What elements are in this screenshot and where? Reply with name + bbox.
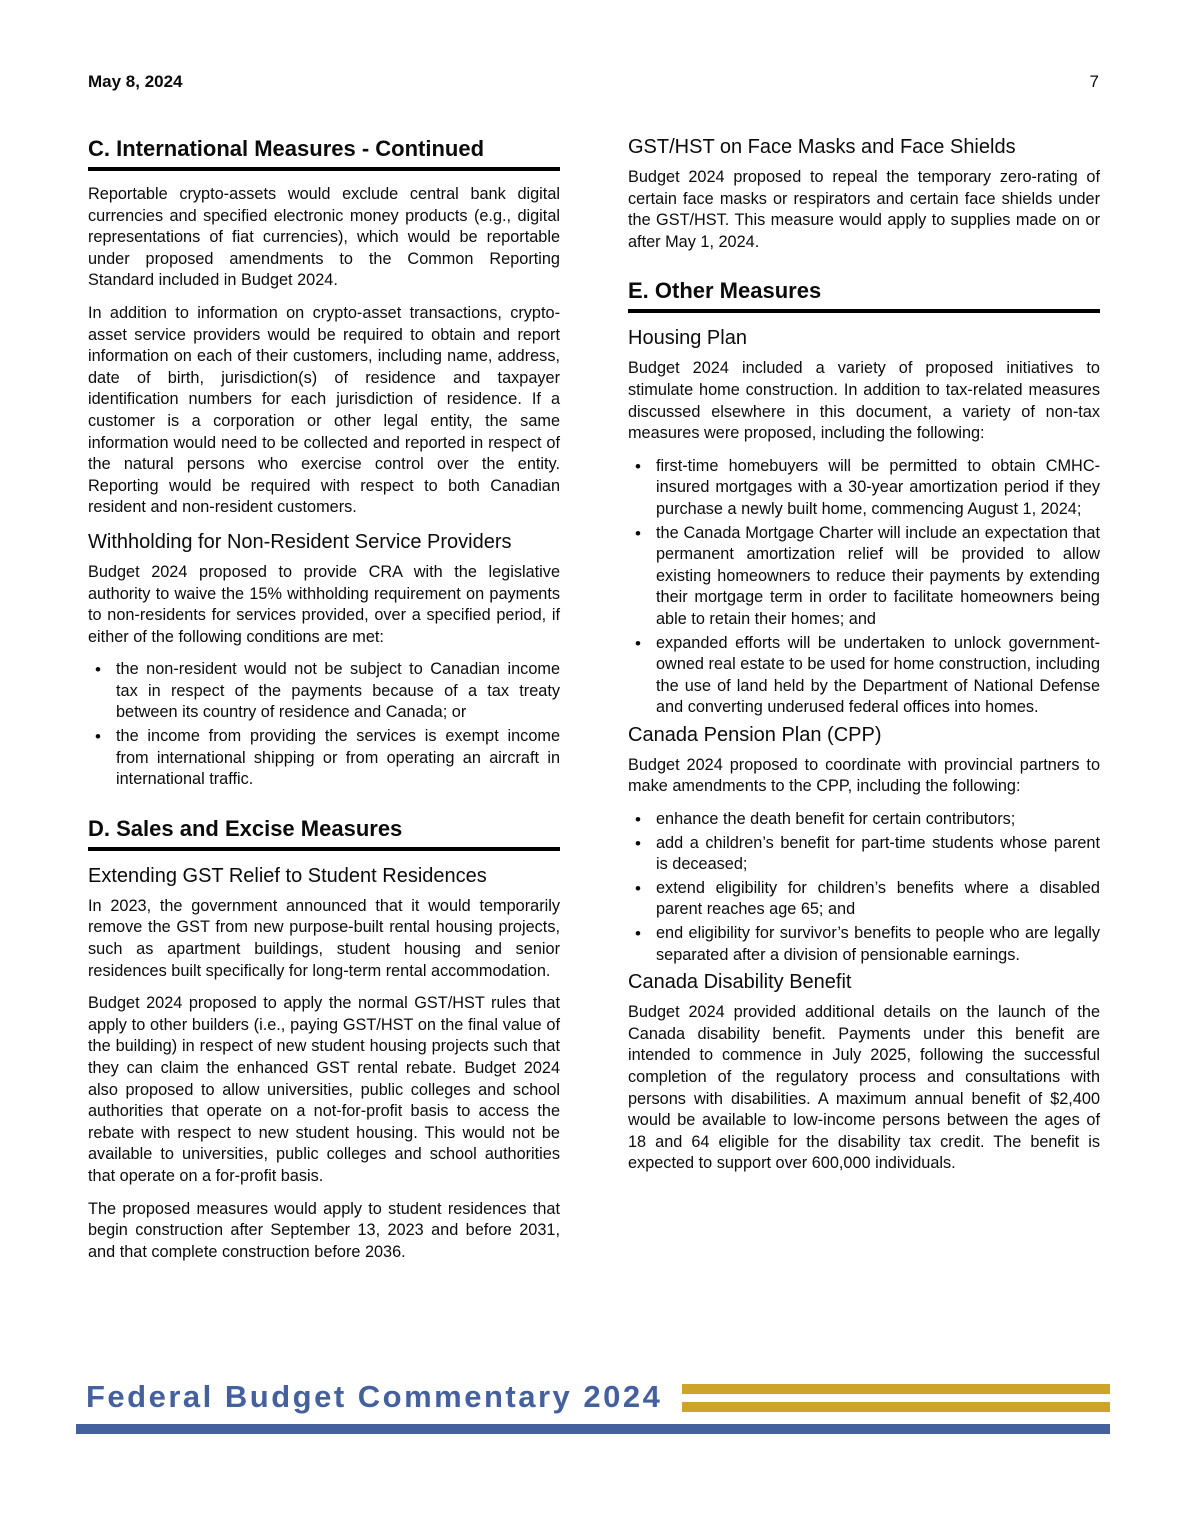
subheading-cpp: Canada Pension Plan (CPP) bbox=[628, 723, 882, 746]
paragraph: Budget 2024 included a variety of proposed initiatives to stimulate home construction. In addition to tax-related measures discussed elsewhere in this document, a variety of non-tax measures were proposed, including the following: bbox=[628, 359, 1100, 443]
two-column-layout bbox=[88, 135, 1100, 1274]
bullet-item: • the Canada Mortgage Charter will include an expectation that permanent amortization relief will be provided to allow existing homeowners to reduce their payments by extending their mortgage term in order to facilitate homeowners being able to retain their homes; and bbox=[628, 523, 1100, 631]
section-heading-other-measures: E. Other Measures bbox=[628, 277, 1100, 313]
gold-bar bbox=[682, 1402, 1110, 1412]
bullet-item: • end eligibility for survivor’s benefits to people who are legally separated after a division of pensionable earnings. bbox=[628, 923, 1100, 966]
paragraph: The proposed measures would apply to student residences that begin construction after September 13, 2023 and before 2031, and that complete construction before 2036. bbox=[88, 1199, 560, 1261]
paragraph: Reportable crypto-assets would exclude central bank digital currencies and specified electronic money products (e.g., digital representations of fiat currencies), which would be reportable under proposed amendments to the Common Reporting Standard included in Budget 2024. bbox=[88, 185, 560, 290]
paragraph: Budget 2024 proposed to provide CRA with the legislative authority to waive the 15% withholding requirement on payments to non-residents for services provided, over a specified period, if either of the following conditions are met: bbox=[88, 562, 560, 646]
bullet-item: • the non-resident would not be subject to Canadian income tax in respect of the payments because of a tax treaty between its country of residence and Canada; or bbox=[88, 659, 560, 724]
paragraph: In 2023, the government announced that it would temporarily remove the GST from new purpose-built rental housing projects, such as apartment buildings, student housing and senior residences built specifically for long-term rental accommodation. bbox=[88, 896, 560, 980]
subheading-face-masks: GST/HST on Face Masks and Face Shields bbox=[628, 136, 1016, 158]
page-number: 7 bbox=[1089, 72, 1099, 91]
bullet-item: • add a children’s benefit for part-time students whose parent is deceased; bbox=[628, 833, 1100, 876]
subheading-student-residences: Extending GST Relief to Student Residences bbox=[88, 864, 487, 887]
bullet-list bbox=[628, 809, 1100, 966]
footer-gold-bars bbox=[682, 1381, 1110, 1412]
left-column bbox=[88, 135, 560, 1274]
page-footer bbox=[76, 1381, 1110, 1434]
subheading-housing-plan: Housing Plan bbox=[628, 327, 747, 350]
subheading-disability-benefit: Canada Disability Benefit bbox=[628, 971, 852, 994]
page-header bbox=[88, 72, 1099, 92]
bullet-item: • the income from providing the services is exempt income from international shipping or from operating an aircraft in international traffic. bbox=[88, 726, 560, 791]
footer-banner bbox=[76, 1381, 1110, 1413]
paragraph: Budget 2024 proposed to coordinate with provincial partners to make amendments to the CPP, including the following: bbox=[628, 755, 1100, 796]
right-column bbox=[628, 135, 1100, 1274]
bullet-item: • expanded efforts will be undertaken to unlock government-owned real estate to be used for home construction, including the use of land held by the Department of National Defense and converting underused federal offices into homes. bbox=[628, 633, 1100, 719]
paragraph: Budget 2024 provided additional details on the launch of the Canada disability benefit. Payments under this benefit are intended to commence in July 2025, following the successful completion of the regulatory process and consultations with persons with disabilities. A maximum annual benefit of $2,400 would be available to low-income persons between the ages of 18 and 64 eligible for the disability tax credit. The benefit is expected to support over 600,000 individuals. bbox=[628, 1003, 1100, 1173]
paragraph: Budget 2024 proposed to apply the normal GST/HST rules that apply to other builders (i.e., paying GST/HST on the final value of the building) in respect of new student housing projects such that they can claim the enhanced GST rental rebate. Budget 2024 also proposed to allow universities, public colleges and school authorities that operate on a not-for-profit basis to access the rebate with respect to new student housing. This would not be available to universities, public colleges and school authorities that operate on a for-profit basis. bbox=[88, 994, 560, 1185]
bullet-item: • enhance the death benefit for certain contributors; bbox=[628, 809, 1100, 831]
footer-blue-bar bbox=[76, 1424, 1110, 1434]
bullet-list bbox=[628, 456, 1100, 719]
paragraph: In addition to information on crypto-asset transactions, crypto-asset service providers would be required to obtain and report information on each of their customers, including name, address, date of birth, jurisdiction(s) of residence and taxpayer identification numbers for each jurisdiction of residence. If a customer is a corporation or other legal entity, the same information would need to be collected and reported in respect of the natural persons who exercise control over the entity. Reporting would be required with respect to both Canadian resident and non-resident customers. bbox=[88, 303, 560, 517]
bullet-list bbox=[88, 659, 560, 791]
header-date: May 8, 2024 bbox=[88, 72, 183, 91]
footer-title: Federal Budget Commentary 2024 bbox=[86, 1379, 663, 1414]
bullet-item: • first-time homebuyers will be permitted to obtain CMHC-insured mortgages with a 30-year amortization period if they purchase a newly built home, commencing August 1, 2024; bbox=[628, 456, 1100, 521]
paragraph: Budget 2024 proposed to repeal the temporary zero-rating of certain face masks or respirators and certain face shields under the GST/HST. This measure would apply to supplies made on or after May 1, 2024. bbox=[628, 168, 1100, 251]
section-heading-international-measures: C. International Measures - Continued bbox=[88, 135, 560, 171]
gold-bar bbox=[682, 1384, 1110, 1394]
bullet-item: • extend eligibility for children’s benefits where a disabled parent reaches age 65; and bbox=[628, 878, 1100, 921]
subheading-withholding: Withholding for Non-Resident Service Providers bbox=[88, 530, 512, 553]
section-heading-sales-excise: D. Sales and Excise Measures bbox=[88, 815, 560, 851]
